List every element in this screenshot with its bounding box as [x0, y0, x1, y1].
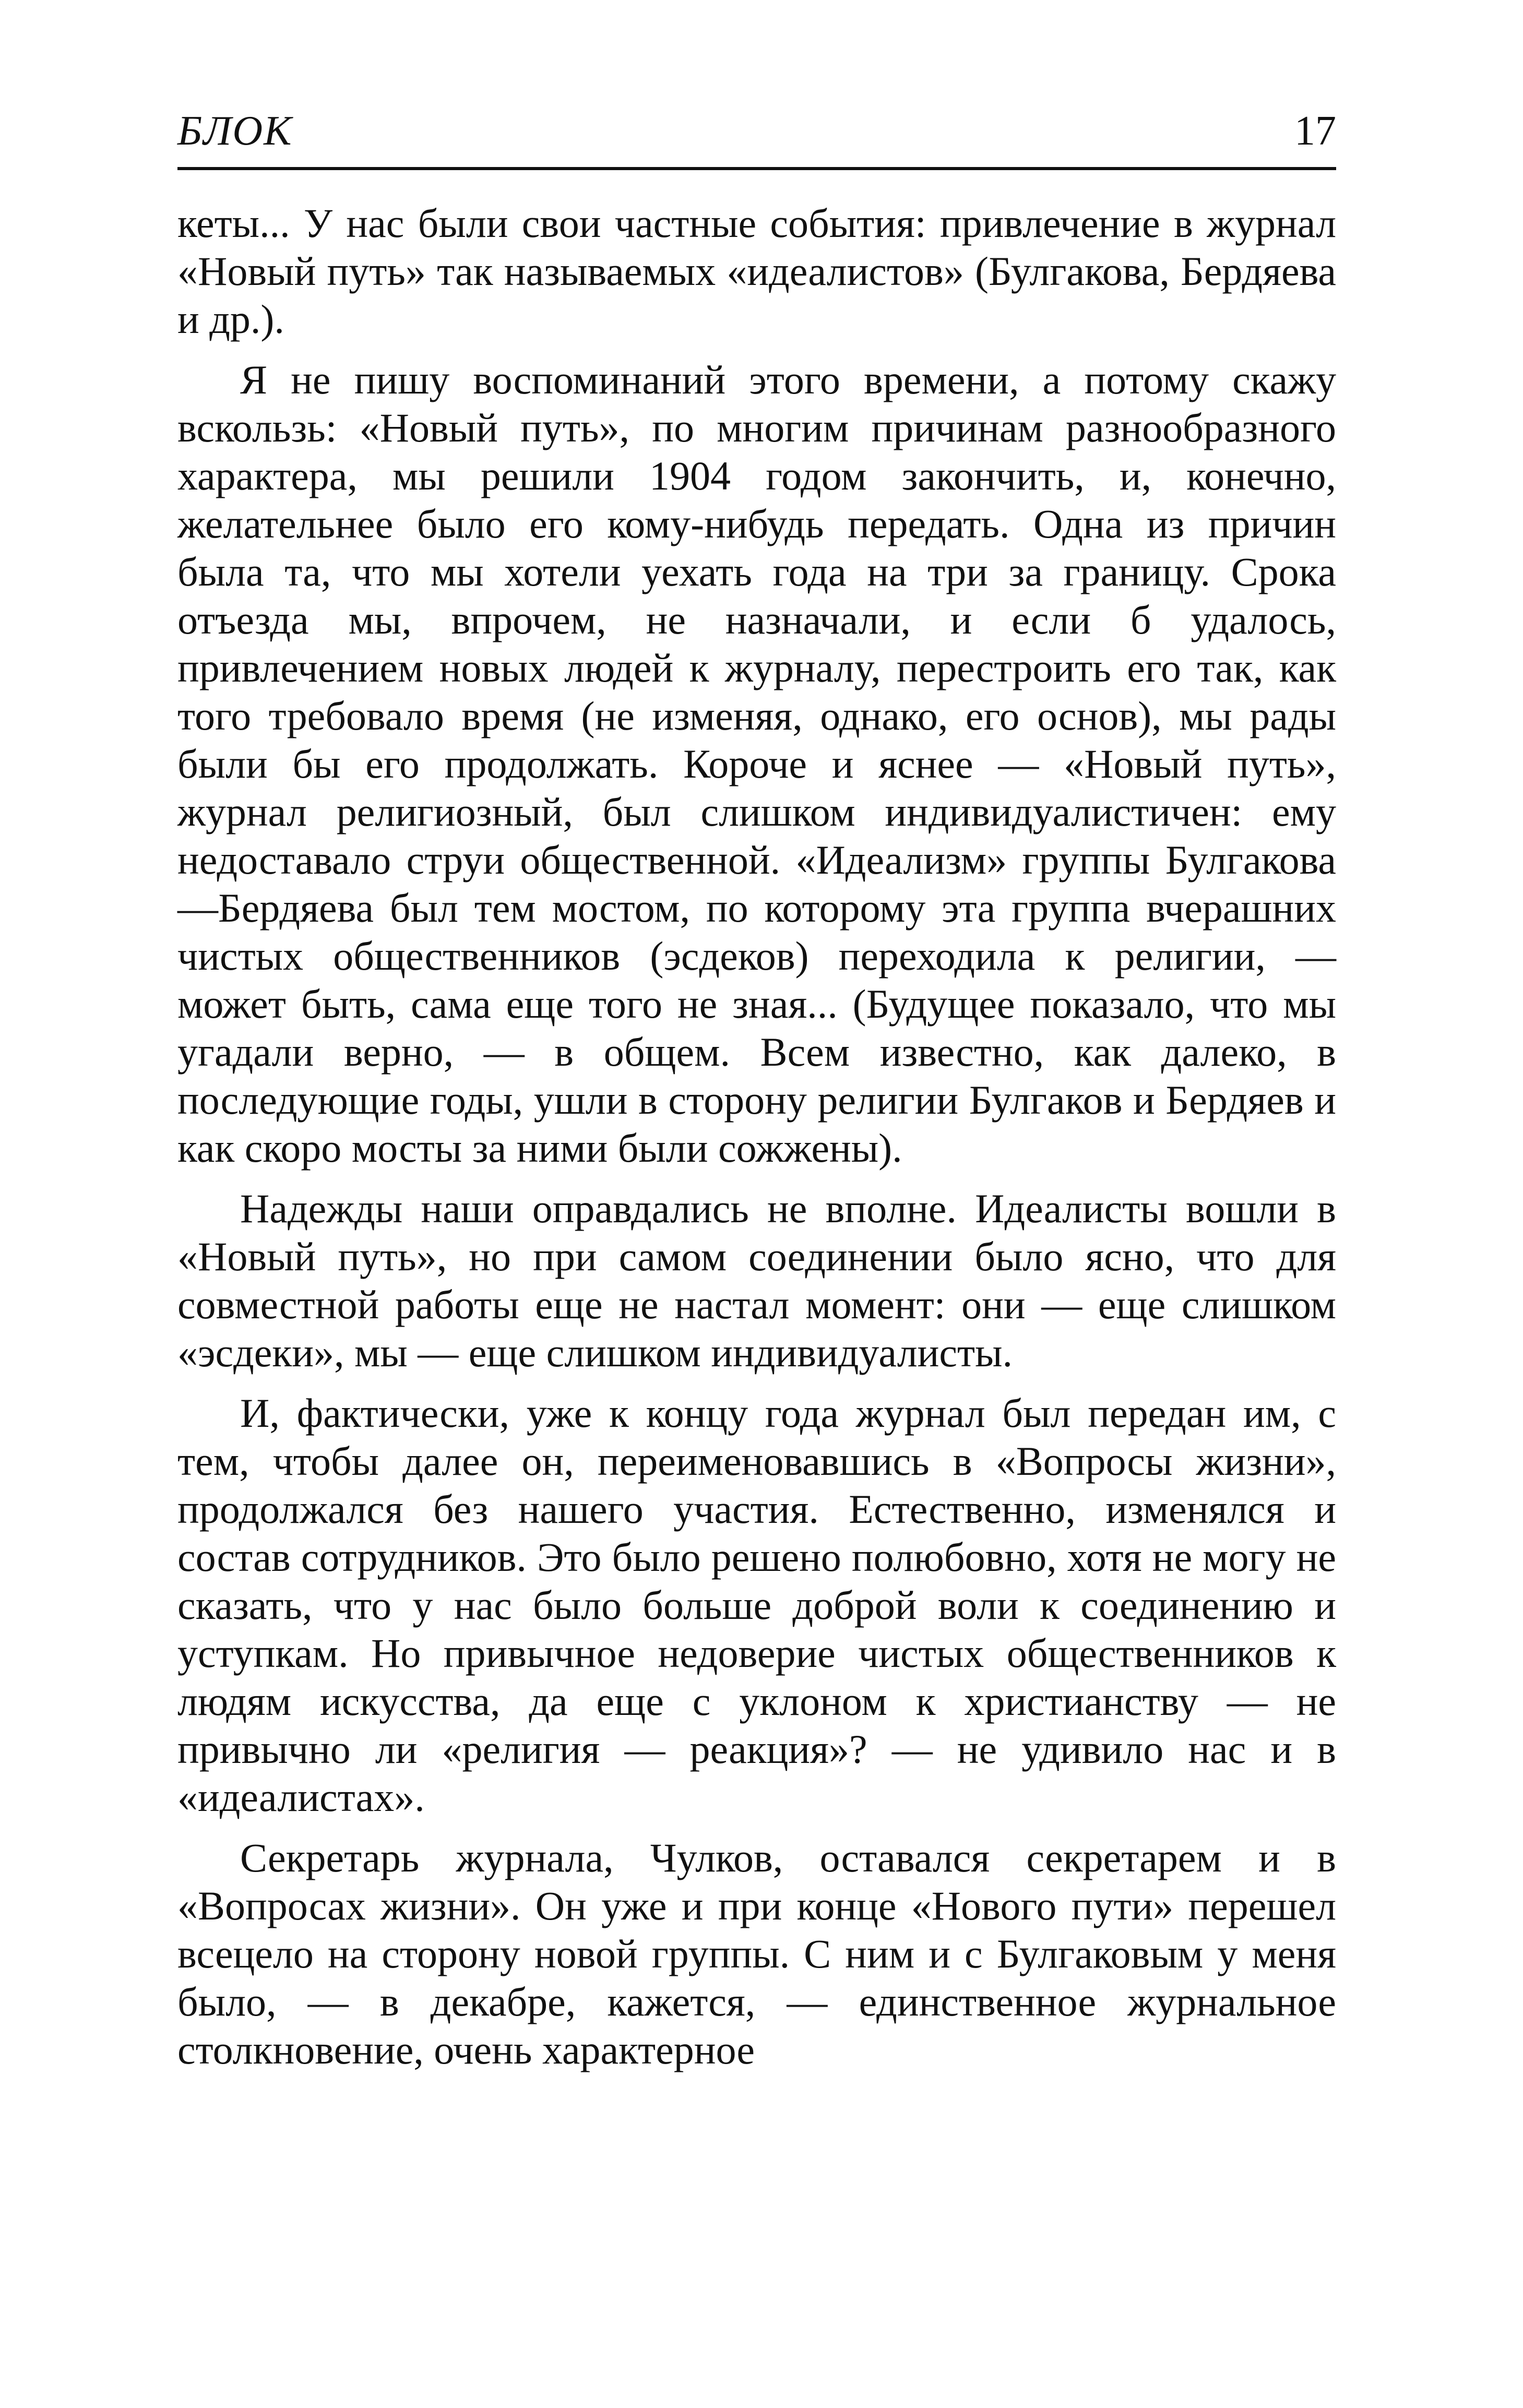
paragraph: Секретарь журнала, Чулков, оставался секретарем и в «Вопросах жизни». Он уже и при конце «Нового пути» перешел всецело на сторону новой группы. С ним и с Булгаковым у меня было, — в декабре, кажется, — единственное журнальное столкновение, очень характерное: [177, 1835, 1336, 2072]
body-text: [177, 199, 1336, 2074]
paragraph: И, фактически, уже к концу года журнал был передан им, с тем, чтобы далее он, переименовавшись в «Вопросы жизни», продолжался без нашего участия. Естественно, изменялся и состав сотрудников. Это было решено полюбовно, хотя не могу не сказать, что у нас было больше доброй воли к соединению и уступкам. Но привычное недоверие чистых общественников к людям искусства, да еще с уклоном к христианству — не привычно ли «религия — реакция»? — не удивило нас и в «идеалистах».: [177, 1390, 1336, 1820]
paragraph: Надежды наши оправдались не вполне. Идеалисты вошли в «Новый путь», но при самом соединении было ясно, что для совместной работы еще не настал момент: они — еще слишком «эсдеки», мы — еще слишком индивидуалисты.: [177, 1186, 1336, 1375]
paragraph-continued: кеты... У нас были свои частные события: привлечение в журнал «Новый путь» так называемых «идеалистов» (Булгакова, Бердяева и др.).: [177, 200, 1336, 342]
running-title: БЛОК: [177, 108, 293, 154]
running-header: [177, 104, 1336, 170]
paragraph: Я не пишу воспоминаний этого времени, а потому скажу вскользь: «Новый путь», по многим причинам разнообразного характера, мы решили 1904 годом закончить, и, конечно, желательнее было его кому-нибудь передать. Одна из причин была та, что мы хотели уехать года на три за границу. Срока отъезда мы, впрочем, не назначали, и если б удалось, привлечением новых людей к журналу, перестроить его так, как того требовало время (не изменяя, однако, его основ), мы рады были бы его продолжать. Короче и яснее — «Новый путь», журнал религиозный, был слишком индивидуалистичен: ему недоставало струи общественной. «Идеализм» группы Булгакова—Бердяева был тем мостом, по которому эта группа вчерашних чистых общественников (эсдеков) переходила к религии, — может быть, сама еще того не зная... (Будущее показало, что мы угадали верно, — в общем. Всем известно, как далеко, в последующие годы, ушли в сторону религии Булгаков и Бердяев и как скоро мосты за ними были сожжены).: [177, 357, 1336, 1171]
book-page: [177, 104, 1336, 2338]
page-number: 17: [1294, 108, 1336, 154]
